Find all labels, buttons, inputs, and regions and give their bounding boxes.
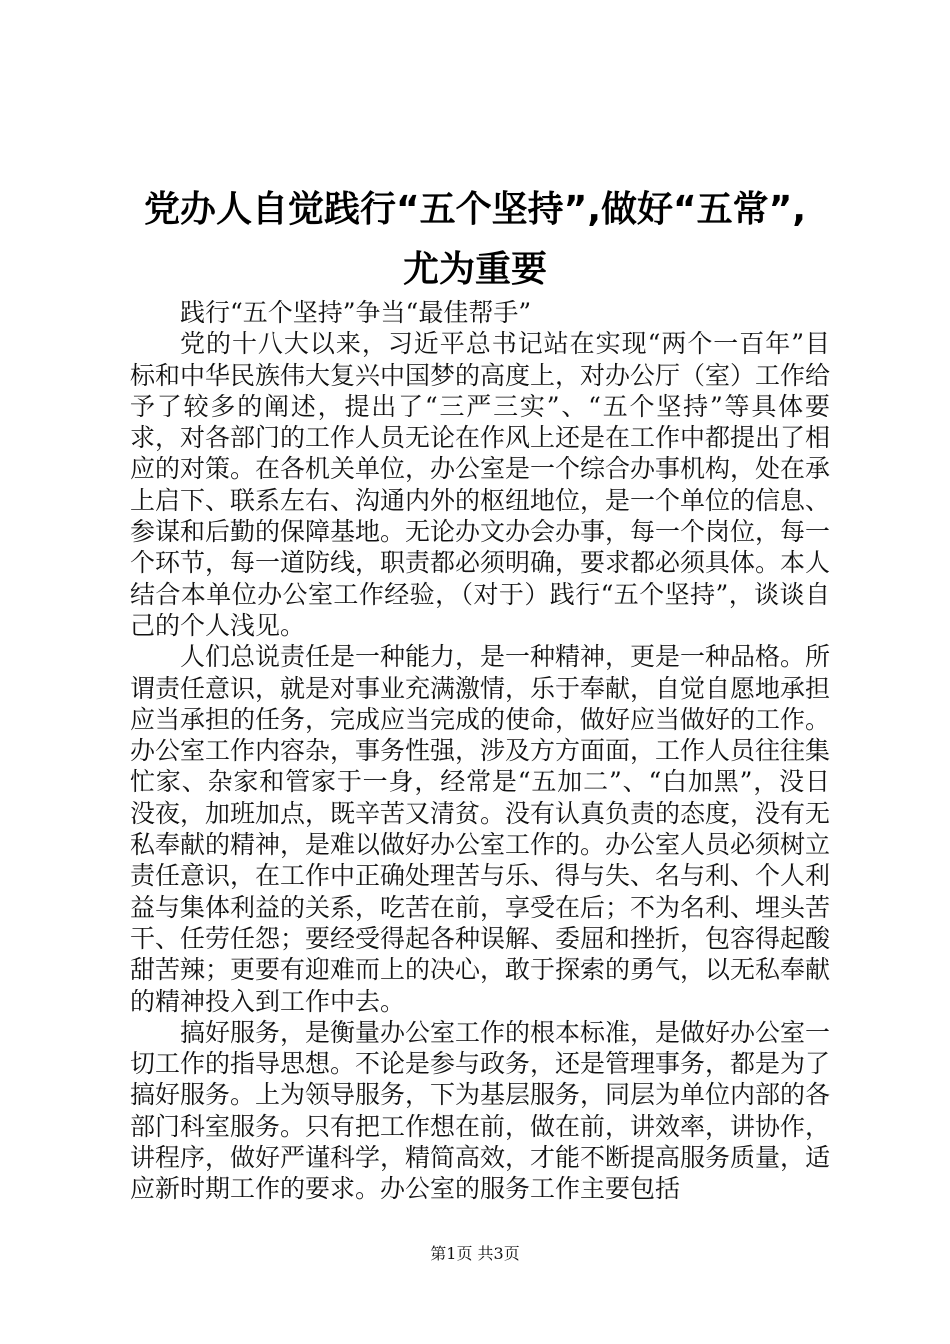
- body-paragraph: 党的十八大以来，习近平总书记站在实现“两个一百年”目标和中华民族伟大复兴中国梦的高度上，对办公厅（室）工作给予了较多的阐述，提出了“三严三实”、“五个坚持”等具体要求，对各部门的工作人员无论在作风上还是在工作中都提出了相应的对策。在各机关单位，办公室是一个综合办事机构，处在承上启下、联系左右、沟通内外的枢纽地位，是一个单位的信息、参谋和后勤的保障基地。无论办文办会办事，每一个岗位，每一个环节，每一道防线，职责都必须明确，要求都必须具体。本人结合本单位办公室工作经验，（对于）践行“五个坚持”，谈谈自己的个人浅见。: [130, 329, 831, 640]
- document-title-line-1: 党办人自觉践行“五个坚持”,做好“五常”,: [144, 189, 806, 230]
- subtitle-paragraph: 践行“五个坚持”争当“最佳帮手”: [180, 298, 532, 327]
- page-number-footer: 第1页 共3页: [430, 1244, 520, 1263]
- body-paragraph: 搞好服务，是衡量办公室工作的根本标准，是做好办公室一切工作的指导思想。不论是参与政务，还是管理事务，都是为了搞好服务。上为领导服务，下为基层服务，同层为单位内部的各部门科室服务。只有把工作想在前，做在前，讲效率，讲协作，讲程序，做好严谨科学，精简高效，才能不断提高服务质量，适应新时期工作的要求。办公室的服务工作主要包括: [130, 1017, 831, 1204]
- document-body: [130, 297, 830, 1205]
- body-paragraph: 人们总说责任是一种能力，是一种精神，更是一种品格。所谓责任意识，就是对事业充满激情，乐于奉献，自觉自愿地承担应当承担的任务，完成应当完成的使命，做好应当做好的工作。办公室工作内容杂，事务性强，涉及方方面面，工作人员往往集忙家、杂家和管家于一身，经常是“五加二”、“白加黑”，没日没夜，加班加点，既辛苦又清贫。没有认真负责的态度，没有无私奉献的精神，是难以做好办公室工作的。办公室人员必须树立责任意识，在工作中正确处理苦与乐、得与失、名与利、个人利益与集体利益的关系，吃苦在前，享受在后；不为名利、埋头苦干、任劳任怨；要经受得起各种误解、委屈和挫折，包容得起酸甜苦辣；更要有迎难而上的决心，敢于探索的勇气，以无私奉献的精神投入到工作中去。: [130, 642, 831, 1016]
- document-title-line-2: 尤为重要: [402, 249, 547, 290]
